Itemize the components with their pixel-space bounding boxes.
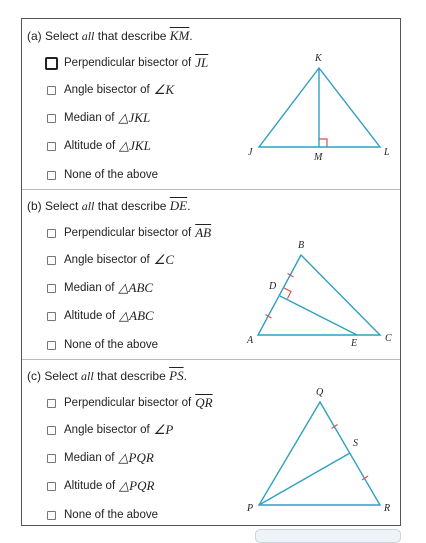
option-label: Angle bisector of [64, 254, 150, 266]
prompt-that-describe: that describe [97, 199, 167, 213]
option-label: Median of [64, 112, 115, 124]
label-p: P [247, 503, 254, 514]
checkbox[interactable] [47, 454, 56, 463]
triangle-jkl-figure [247, 49, 397, 164]
option-math: $\overline{JL}$ [195, 55, 209, 70]
option-math: △PQR [119, 478, 155, 493]
option-b-altitude[interactable] [47, 308, 154, 324]
question-frame [21, 18, 401, 526]
option-c-none[interactable] [47, 507, 158, 523]
label-a: A [247, 335, 254, 346]
right-angle-mark [284, 288, 291, 299]
option-label: Perpendicular bisector of [64, 227, 192, 239]
option-label: Angle bisector of [64, 84, 150, 96]
checkbox[interactable] [47, 341, 56, 350]
prompt-all: all [81, 199, 95, 213]
bottom-action-button[interactable] [255, 529, 401, 543]
triangle-pqr [259, 402, 380, 505]
option-c-altitude[interactable] [47, 478, 154, 494]
segment-de-line [280, 296, 357, 335]
part-a-prompt: (a) Select all that describe $\overline{KM}$. [27, 28, 193, 43]
option-a-altitude[interactable] [47, 138, 151, 154]
part-c-prompt: (c) Select all that describe $\overline{PS}$. [27, 368, 187, 383]
checkbox[interactable] [47, 284, 56, 293]
prompt-all: all [81, 29, 95, 43]
option-math: $\overline{AB}$ [195, 225, 212, 240]
prompt-that-describe: that describe [97, 29, 167, 43]
option-label: Perpendicular bisector of [64, 397, 192, 409]
part-b-section [22, 189, 400, 359]
option-label: Perpendicular bisector of [64, 57, 192, 69]
option-math: ∠P [153, 422, 174, 437]
option-b-perpendicular-bisector[interactable] [47, 225, 211, 241]
prompt-all: all [81, 369, 94, 383]
part-c-section [22, 359, 400, 527]
segment-km: $\overline{KM}$ [169, 28, 190, 43]
option-label: None of the above [64, 169, 158, 181]
option-label: Altitude of [64, 480, 116, 492]
option-b-angle-bisector[interactable] [47, 252, 174, 268]
triangle-pqr-figure [247, 374, 397, 514]
checkbox[interactable] [47, 142, 56, 151]
part-a-section [22, 19, 400, 189]
option-math: △PQR [118, 450, 154, 465]
option-math: △ABC [118, 280, 154, 295]
checkbox[interactable] [45, 57, 58, 70]
checkbox[interactable] [47, 511, 56, 520]
option-label: None of the above [64, 509, 158, 521]
label-c: C [385, 333, 392, 344]
option-math: ∠K [153, 82, 174, 97]
label-q: Q [316, 387, 324, 398]
checkbox[interactable] [47, 86, 56, 95]
option-label: Altitude of [64, 140, 116, 152]
segment-de: $\overline{DE}$ [169, 198, 188, 213]
option-a-median[interactable] [47, 110, 150, 126]
checkbox[interactable] [47, 256, 56, 265]
option-c-perpendicular-bisector[interactable] [47, 395, 213, 411]
checkbox[interactable] [47, 312, 56, 321]
label-m: M [314, 152, 323, 163]
checkbox[interactable] [47, 171, 56, 180]
label-e: E [351, 338, 358, 349]
triangle-abc-figure [247, 219, 397, 349]
label-r: R [384, 503, 391, 514]
checkbox[interactable] [47, 229, 56, 238]
option-label: Angle bisector of [64, 424, 150, 436]
label-d: D [269, 281, 277, 292]
option-a-perpendicular-bisector[interactable] [47, 55, 208, 71]
option-math: △ABC [119, 308, 154, 323]
checkbox[interactable] [47, 482, 56, 491]
segment-ps-line [259, 453, 350, 505]
label-k: K [315, 53, 322, 64]
right-angle-mark [319, 139, 327, 147]
checkbox[interactable] [47, 426, 56, 435]
option-c-median[interactable] [47, 450, 154, 466]
option-label: None of the above [64, 339, 158, 351]
option-math: △JKL [119, 138, 151, 153]
option-math: △JKL [118, 110, 151, 125]
prompt-select: Select [44, 369, 78, 383]
checkbox[interactable] [47, 114, 56, 123]
prompt-select: Select [45, 199, 79, 213]
option-label: Altitude of [64, 310, 116, 322]
option-label: Median of [64, 282, 115, 294]
part-b-prompt: (b) Select all that describe $\overline{DE}$. [27, 198, 191, 213]
label-b: B [298, 240, 305, 251]
part-b-label: (b) [27, 199, 42, 213]
triangle-abc [258, 255, 380, 335]
option-b-median[interactable] [47, 280, 153, 296]
option-c-angle-bisector[interactable] [47, 422, 173, 438]
option-math: $\overline{QR}$ [195, 395, 213, 410]
prompt-that-describe: that describe [97, 369, 166, 383]
label-s: S [353, 438, 358, 449]
option-math: ∠C [153, 252, 174, 267]
part-a-label: (a) [27, 29, 42, 43]
option-b-none[interactable] [47, 337, 158, 353]
option-a-none[interactable] [47, 167, 158, 183]
option-a-angle-bisector[interactable] [47, 82, 174, 98]
part-c-label: (c) [27, 369, 41, 383]
option-label: Median of [64, 452, 115, 464]
label-l: L [384, 147, 390, 158]
prompt-select: Select [45, 29, 79, 43]
segment-ps: $\overline{PS}$ [169, 368, 184, 383]
checkbox[interactable] [47, 399, 56, 408]
label-j: J [248, 147, 253, 158]
